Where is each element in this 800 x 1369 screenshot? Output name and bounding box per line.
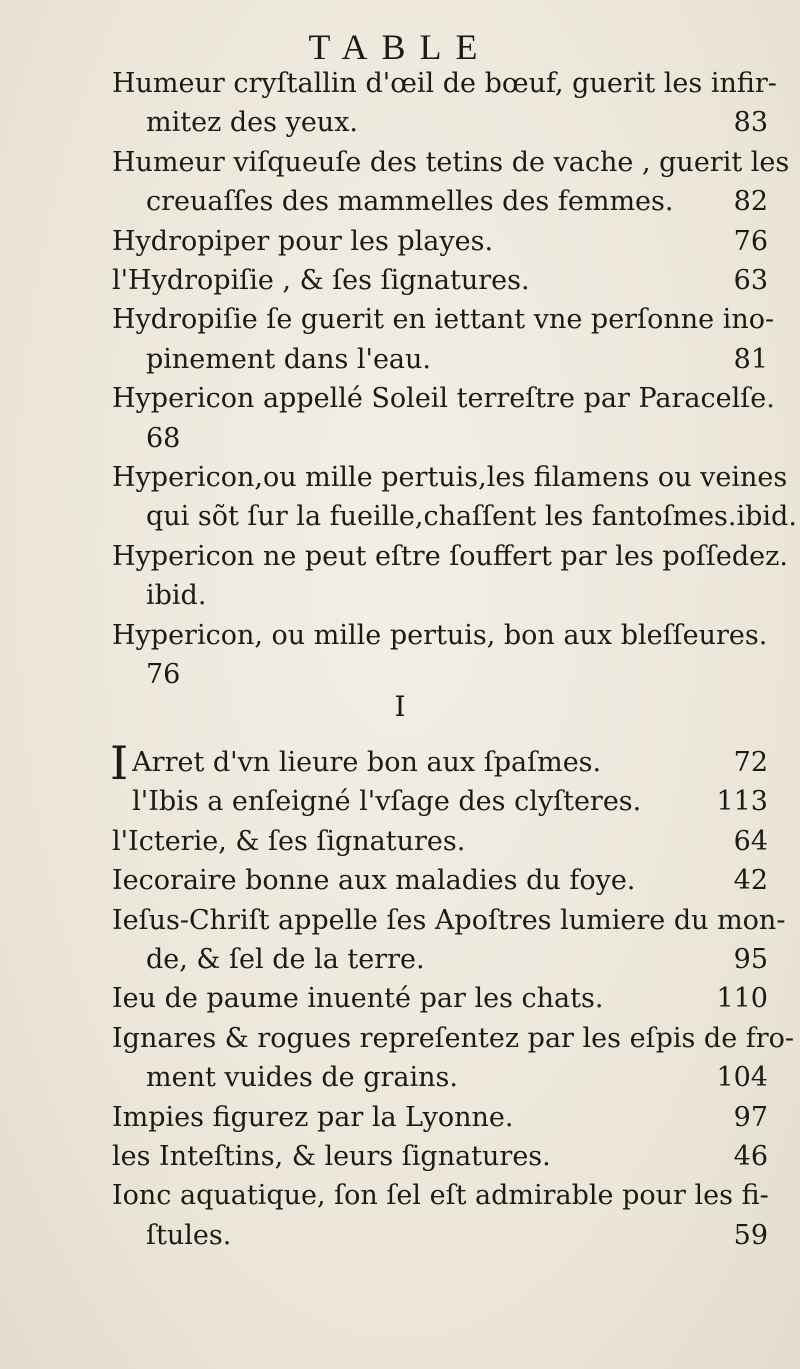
entry-text-line: Hydropiſie ſe guerit en iettant vne perſonne ino- (112, 304, 775, 336)
index-entry (112, 458, 797, 537)
entry-text-line: Impies figurez par la Lyonne. (112, 1101, 514, 1133)
index-entry (112, 782, 768, 821)
page-number: 59 (733, 1219, 768, 1251)
entry-text-line: creuaſſes des mammelles des femmes. (146, 186, 674, 218)
section-letter: I (394, 690, 406, 723)
page-number: 104 (716, 1062, 768, 1094)
index-entry (112, 901, 786, 980)
entry-text-line: Hypericon, ou mille pertuis, bon aux bleſſeures. (112, 619, 768, 651)
entry-text-line: l'Icterie, & ſes ſignatures. (112, 825, 466, 857)
index-entry (112, 861, 768, 900)
entry-text-line: Ieſus-Chriſt appelle ſes Apoſtres lumiere du mon- (112, 904, 786, 936)
entry-text-line: Hypericon appellé Soleil terreſtre par Paracelſe. (112, 383, 775, 415)
index-entry (112, 1098, 768, 1137)
entry-text-line: Ignares & rogues repreſentez par les eſpis de fro- (112, 1022, 795, 1054)
entry-text-line: ment vuides de grains. (146, 1062, 458, 1094)
entry-text-line: Ieu de paume inuenté par les chats. (112, 983, 604, 1015)
index-entry (112, 822, 768, 861)
index-entry (112, 1019, 795, 1098)
entry-text-line: 76 (146, 659, 181, 691)
entry-text-line: mitez des yeux. (146, 107, 359, 139)
entry-text-line: pinement dans l'eau. (146, 343, 432, 375)
entry-text-line: de, & ſel de la terre. (146, 944, 425, 976)
page-number: 42 (733, 865, 768, 897)
page-heading: TABLE (308, 27, 492, 67)
entry-text-line: Hypericon,ou mille pertuis,les filamens ou veines (112, 462, 788, 494)
index-entry (112, 300, 775, 379)
index-entry (112, 979, 768, 1018)
page-number: 97 (733, 1101, 768, 1133)
entry-text-line: les Inteſtins, & leurs ſignatures. (112, 1141, 551, 1173)
index-entry (112, 1176, 768, 1255)
entry-text-line: Hypericon ne peut eſtre ſouffert par les poſſedez. (112, 540, 788, 572)
entry-text-line: Arret d'vn lieure bon aux ſpaſmes. (132, 747, 602, 778)
entry-text-line: l'Hydropiſie , & ſes ſignatures. (112, 265, 530, 297)
page-number: 82 (733, 186, 768, 218)
page-number: 63 (733, 265, 768, 297)
entry-text-line: ſtules. (146, 1219, 232, 1251)
page-number: 64 (733, 825, 768, 857)
page-number: 113 (716, 786, 768, 818)
page-number: 95 (733, 944, 768, 976)
entry-text-line: Iecoraire bonne aux maladies du foye. (112, 865, 636, 897)
entry-text-line: ibid. (146, 580, 207, 612)
index-entry (112, 64, 777, 143)
entry-text-line: l'Ibis a enſeigné l'vſage des clyſteres. (132, 786, 642, 818)
page-number: 81 (733, 343, 768, 375)
page-number: 46 (733, 1141, 768, 1173)
index-entry (112, 143, 790, 222)
drop-cap: I (110, 736, 129, 790)
page-number: 76 (733, 225, 768, 257)
entry-text-line: Humeur cryſtallin d'œil de bœuf, guerit les infir- (112, 68, 777, 99)
index-entry (112, 1137, 768, 1176)
entry-text-line: Ionc aquatique, ſon ſel eſt admirable pour les fi- (112, 1180, 769, 1212)
entry-text-line: qui sõt ſur la fueille,chaſſent les fantoſmes.ibid. (146, 501, 797, 533)
page-number: 110 (716, 983, 768, 1015)
page-number: 72 (733, 747, 768, 778)
entry-text-line: 68 (146, 422, 181, 454)
index-entry (110, 736, 768, 790)
index-entry (112, 379, 775, 458)
index-section-i (110, 736, 795, 1255)
index-entry (112, 222, 768, 261)
entry-text-line: Humeur viſqueuſe des tetins de vache , guerit les (112, 146, 790, 178)
index-entry (112, 261, 768, 300)
index-entry (112, 616, 768, 695)
index-section-h (112, 64, 797, 695)
page-number: 83 (733, 107, 768, 139)
entry-text-line: Hydropiper pour les playes. (112, 225, 494, 257)
index-entry (112, 537, 788, 616)
